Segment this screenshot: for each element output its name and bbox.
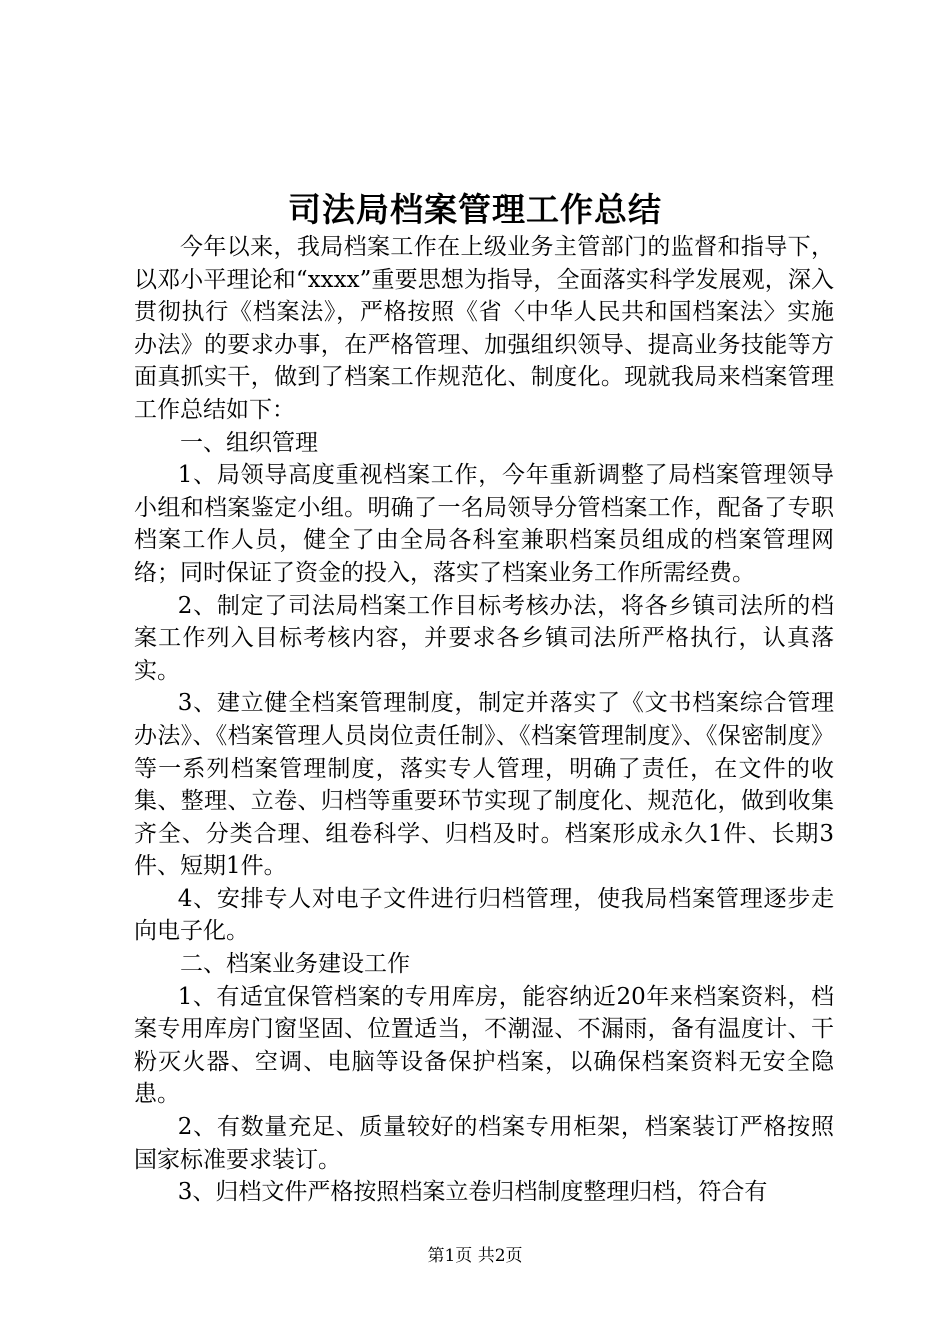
paragraph-business-1: 1、有适宜保管档案的专用库房，能容纳近20年来档案资料，档案专用库房门窗坚固、位置适当，不潮湿、不漏雨，备有温度计、干粉灭火器、空调、电脑等设备保护档案，以确保档案资料无安全隐患。 [134, 983, 834, 1108]
paragraph-org-2: 2、制定了司法局档案工作目标考核办法，将各乡镇司法所的档案工作列入目标考核内容，并要求各乡镇司法所严格执行，认真落实。 [134, 592, 834, 684]
page-footer: 第1页 共2页 [427, 1246, 523, 1266]
section-heading-organization: 一、组织管理 [180, 429, 318, 456]
intro-paragraph: 今年以来，我局档案工作在上级业务主管部门的监督和指导下，以邓小平理论和“xxxx”重要思想为指导，全面落实科学发展观，深入贯彻执行《档案法》，严格按照《省〈中华人民共和国档案法〉实施办法》的要求办事，在严格管理、加强组织领导、提高业务技能等方面真抓实干，做到了档案工作规范化、制度化。现就我局来档案管理工作总结如下： [134, 234, 834, 423]
section-heading-business: 二、档案业务建设工作 [180, 951, 410, 978]
document-body [134, 231, 834, 1209]
paragraph-org-4: 4、安排专人对电子文件进行归档管理，使我局档案管理逐步走向电子化。 [134, 885, 834, 945]
paragraph-org-3: 3、建立健全档案管理制度，制定并落实了《文书档案综合管理办法》、《档案管理人员岗位责任制》、《档案管理制度》、《保密制度》等一系列档案管理制度，落实专人管理，明确了责任，在文件的收集、整理、立卷、归档等重要环节实现了制度化、规范化，做到收集齐全、分类合理、组卷科学、归档及时。档案形成永久1件、长期3件、短期1件。 [134, 690, 834, 880]
paragraph-business-3: 3、归档文件严格按照档案立卷归档制度整理归档，符合有 [177, 1179, 768, 1206]
paragraph-org-1: 1、局领导高度重视档案工作，今年重新调整了局档案管理领导小组和档案鉴定小组。明确了一名局领导分管档案工作，配备了专职档案工作人员，健全了由全局各科室兼职档案员组成的档案管理网络；同时保证了资金的投入，落实了档案业务工作所需经费。 [134, 462, 834, 586]
document-title: 司法局档案管理工作总结 [288, 190, 662, 229]
paragraph-business-2: 2、有数量充足、质量较好的档案专用柜架，档案装订严格按照国家标准要求装订。 [134, 1114, 834, 1173]
